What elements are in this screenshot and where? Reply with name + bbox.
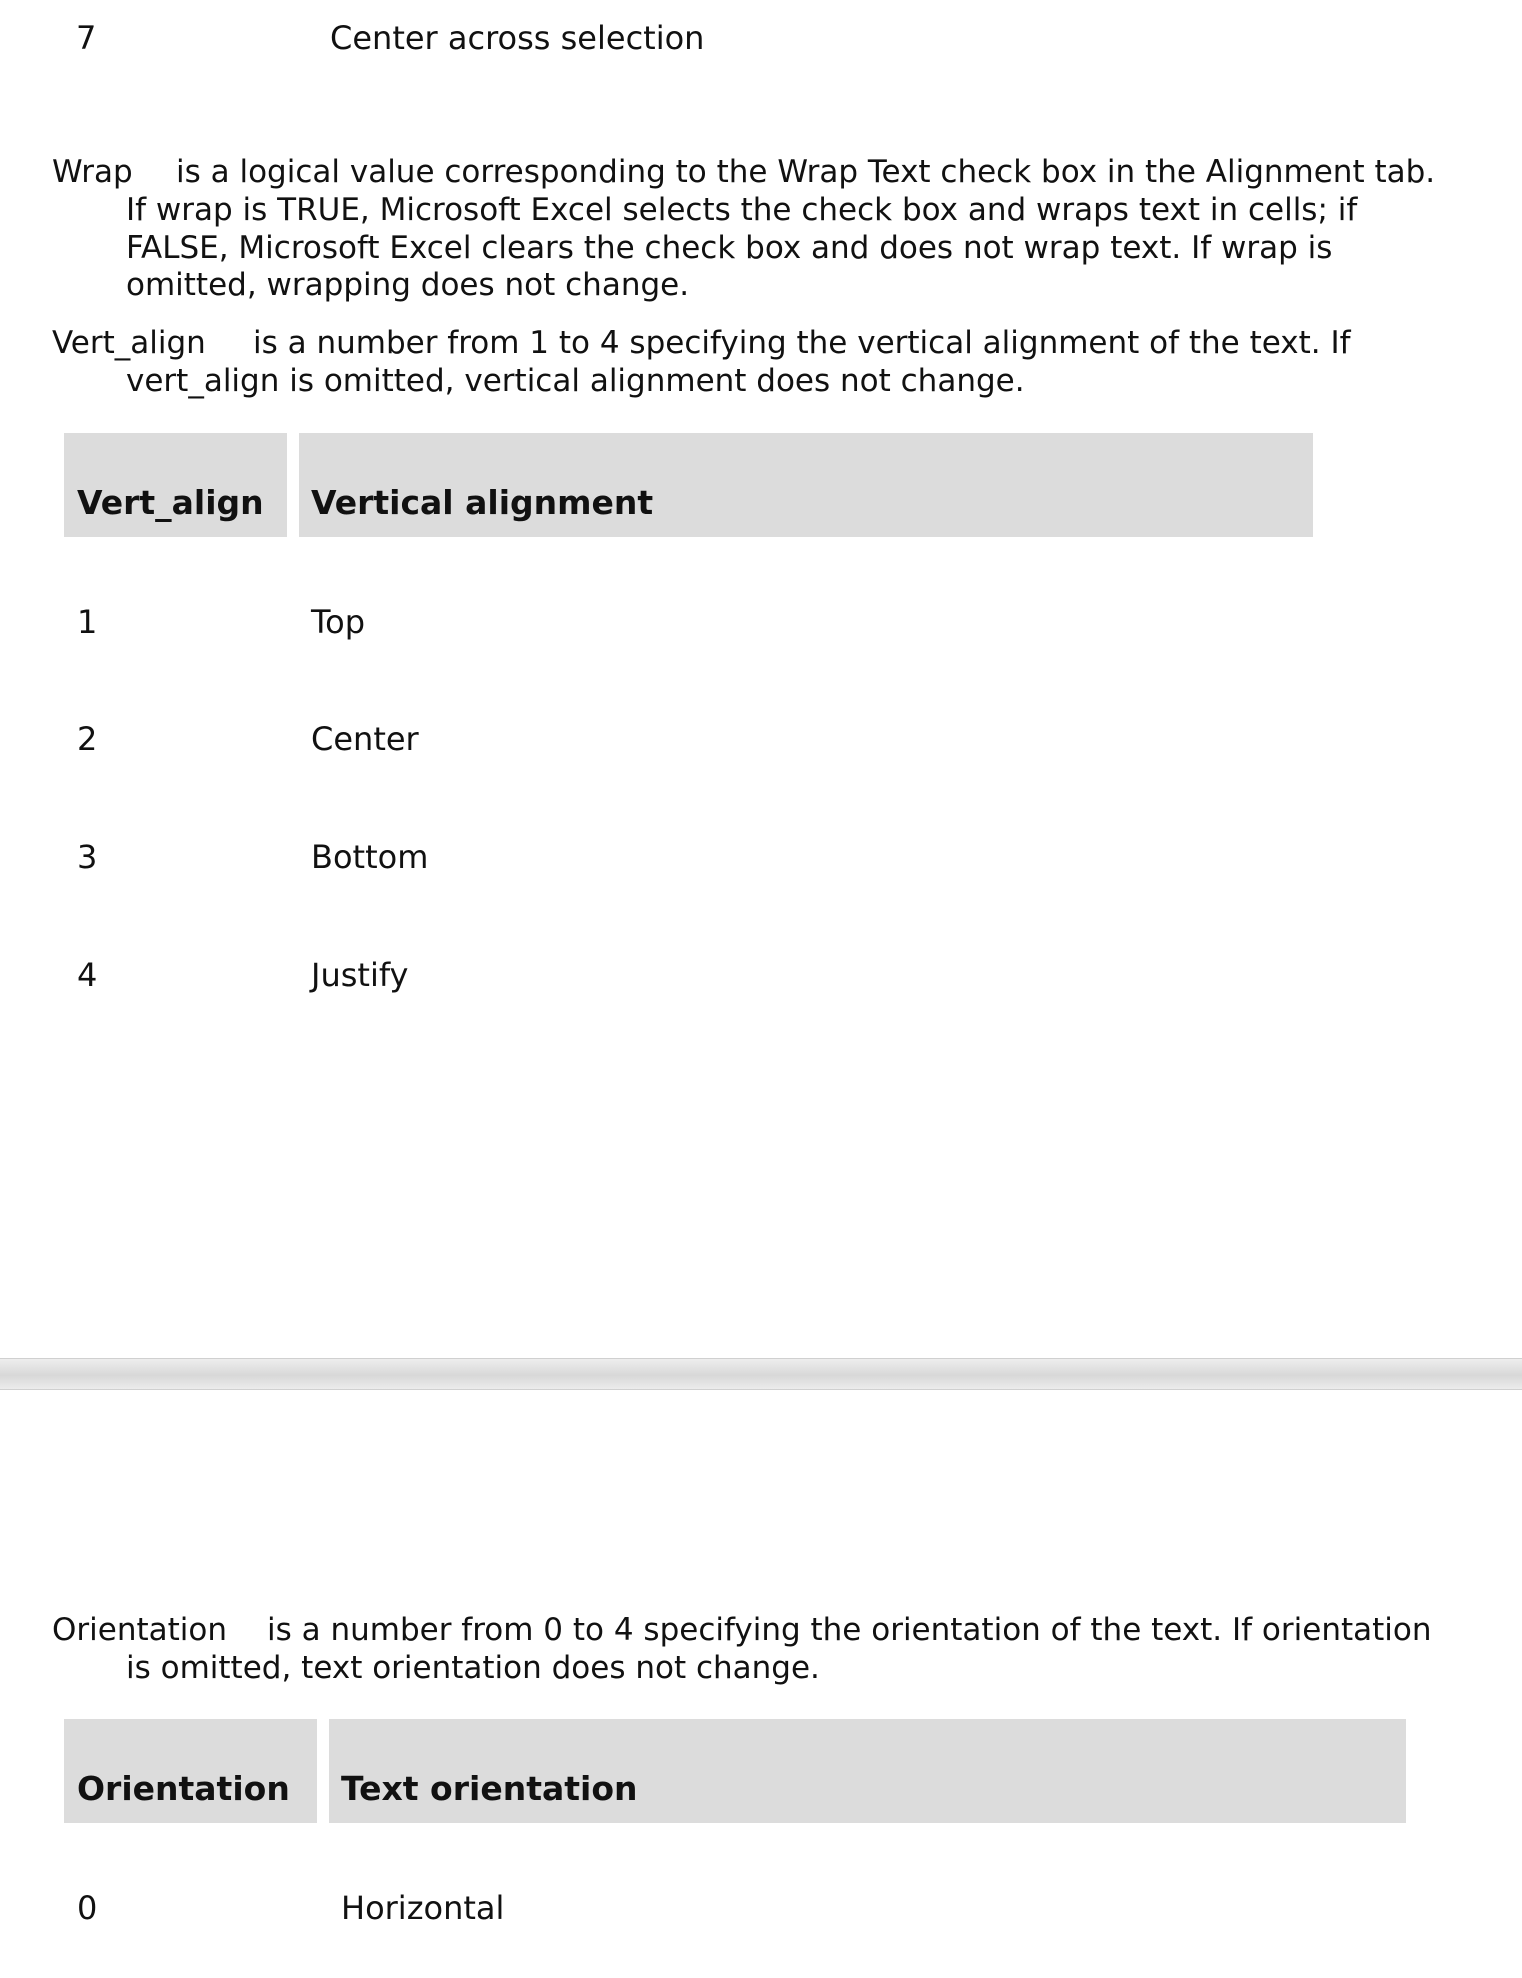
vert-align-param-name: Vert_align [52,325,206,361]
wrap-desc-line-1: is a logical value corresponding to the Wrap Text check box in the Alignment tab. [176,154,1436,190]
table-row-value: 0 [77,1889,98,1927]
vert-align-desc-line-2: vert_align is omitted, vertical alignment does not change. [126,363,1025,399]
orientation-desc-line-1: is a number from 0 to 4 specifying the orientation of the text. If orientation [267,1612,1432,1648]
table-row-value: 2 [77,720,98,758]
table-header-vert-align: Vert_align [64,433,287,537]
table-row-value: 7 [76,19,97,57]
orientation-param-name: Orientation [52,1612,228,1648]
table-row-label: Center across selection [330,19,705,57]
wrap-param-name: Wrap [52,154,133,190]
wrap-desc-line-2: If wrap is TRUE, Microsoft Excel selects the check box and wraps text in cells; if [126,192,1358,228]
table-row-value: 4 [77,956,98,994]
page-separator [0,1358,1522,1390]
vert-align-desc-line-1: is a number from 1 to 4 specifying the vertical alignment of the text. If [253,325,1351,361]
table-row-label: Bottom [311,838,429,876]
orientation-desc-line-2: is omitted, text orientation does not change. [126,1650,820,1686]
table-row-value: 3 [77,838,98,876]
table-row-label: Top [311,603,365,641]
table-row-label: Center [311,720,419,758]
table-header-text-orientation: Text orientation [329,1719,1406,1823]
wrap-desc-line-4: omitted, wrapping does not change. [126,267,690,303]
table-row-label: Justify [311,956,409,994]
table-header-orientation: Orientation [64,1719,317,1823]
table-row-value: 1 [77,603,98,641]
table-row-label: Horizontal [341,1889,505,1927]
table-header-vertical-alignment: Vertical alignment [299,433,1313,537]
wrap-desc-line-3: FALSE, Microsoft Excel clears the check box and does not wrap text. If wrap is [126,230,1333,266]
